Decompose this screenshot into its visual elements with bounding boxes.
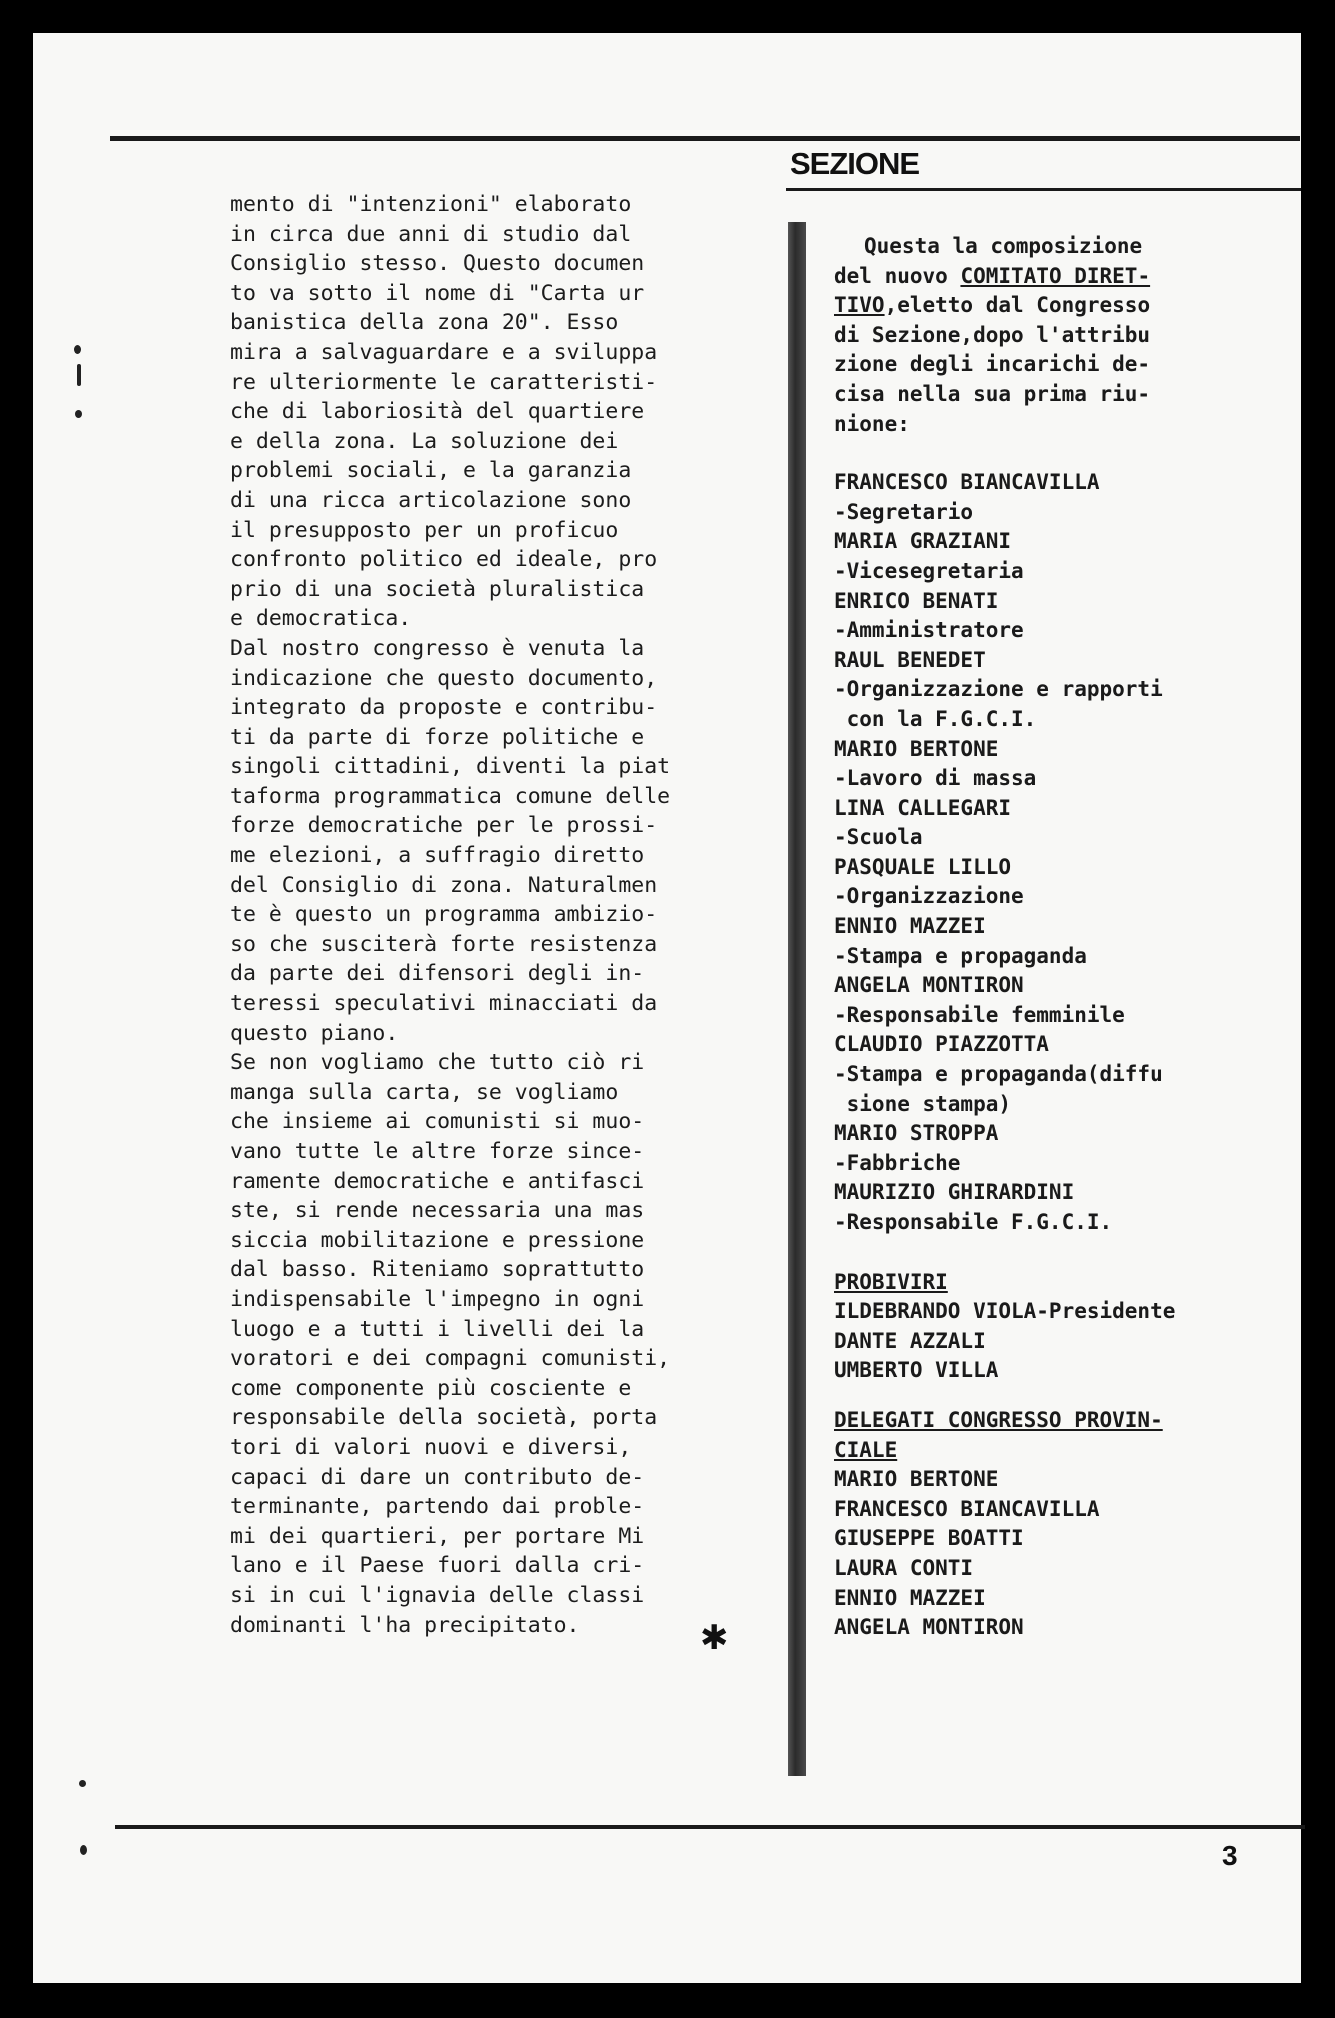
member-name: MAURIZIO GHIRARDINI xyxy=(834,1180,1075,1205)
delegate: GIUSEPPE BOATTI xyxy=(834,1526,1024,1551)
section-title: SEZIONE xyxy=(790,146,920,181)
intro-underlined: COMITATO DIRET- xyxy=(960,263,1151,288)
member-name: RAUL BENEDET xyxy=(834,647,986,672)
intro-fragment: ,eletto dal Congresso xyxy=(884,293,1151,318)
punch-mark xyxy=(80,1845,87,1855)
probiviri-member: DANTE AZZALI xyxy=(834,1328,986,1353)
delegate: ANGELA MONTIRON xyxy=(834,1615,1024,1640)
bottom-rule xyxy=(115,1825,1305,1829)
intro-line: zione degli incarichi de- xyxy=(834,352,1151,377)
paragraph-3: Se non vogliamo che tutto ciò ri manga sulla carta, se vogliamo che insieme ai comunisti si muo- vano tutte le altre forze since- ramente democratiche e antifasci ste, si rende necessaria una mas siccia mobilitazione e pressione dal basso. Riteniamo soprattutto indispensabile l'impegno in ogni luogo e a tutti i livelli dei la voratori e dei compagni comunisti, come componente più cosciente e responsabile della società, porta tori di valori nuovi e diversi, capaci di dare un contributo de- terminante, partendo dai proble- mi dei quartieri, per portare Mi lano e il Paese fuori dalla cri- si in cui l'ignavia delle classi dominanti l'ha precipitato. xyxy=(230,1050,671,1638)
member-role: -Segretario xyxy=(834,499,974,524)
member-name: ENRICO BENATI xyxy=(834,588,999,613)
intro-line: cisa nella sua prima riu- xyxy=(834,381,1151,406)
column-divider-bar xyxy=(788,222,806,1776)
intro-fragment: del nuovo xyxy=(834,263,961,288)
committee-list xyxy=(834,468,1304,1237)
punch-mark xyxy=(79,1780,86,1787)
member-role: -Stampa e propaganda xyxy=(834,943,1087,968)
paragraph-2: Dal nostro congresso è venuta la indicazione che questo documento, integrato da proposte e contribu- ti da parte di forze politiche e singoli cittadini, diventi la piat taforma programmatica comune delle forze democratiche per le prossi- me elezioni, a suffragio diretto del Consiglio di zona. Naturalmen te è questo un programma ambizio- so che susciterà forte resistenza da parte dei difensori degli in- teressi speculativi minacciati da questo piano. xyxy=(230,635,671,1046)
member-role: -Amministratore xyxy=(834,618,1024,643)
punch-mark xyxy=(75,410,82,418)
member-role: -Lavoro di massa xyxy=(834,766,1037,791)
probiviri-member: ILDEBRANDO VIOLA-Presidente xyxy=(834,1299,1176,1324)
intro-line: nione: xyxy=(834,411,910,436)
delegati-heading: DELEGATI CONGRESSO PROVIN- xyxy=(834,1407,1163,1432)
intro-text xyxy=(834,232,1304,439)
member-name: LINA CALLEGARI xyxy=(834,795,1012,820)
probiviri-list xyxy=(834,1268,1304,1386)
intro-line: di Sezione,dopo l'attribu xyxy=(834,322,1151,347)
member-role: -Vicesegretaria xyxy=(834,558,1024,583)
top-rule xyxy=(110,136,1300,141)
member-role: -Stampa e propaganda(diffu sione stampa) xyxy=(834,1062,1163,1116)
member-name: CLAUDIO PIAZZOTTA xyxy=(834,1032,1049,1057)
delegate: MARIO BERTONE xyxy=(834,1467,999,1492)
page-number: 3 xyxy=(1222,1840,1238,1871)
member-role: -Fabbriche xyxy=(834,1150,961,1175)
punch-mark xyxy=(74,345,81,354)
member-name: ANGELA MONTIRON xyxy=(834,973,1024,998)
section-underline xyxy=(786,188,1301,191)
probiviri-heading: PROBIVIRI xyxy=(834,1269,948,1294)
member-role: -Organizzazione xyxy=(834,884,1024,909)
member-name: PASQUALE LILLO xyxy=(834,854,1012,879)
intro-underlined: TIVO xyxy=(834,293,885,318)
delegati-list xyxy=(834,1406,1304,1643)
member-name: MARIA GRAZIANI xyxy=(834,529,1012,554)
delegate: FRANCESCO BIANCAVILLA xyxy=(834,1496,1100,1521)
punch-mark xyxy=(77,364,81,386)
member-role: -Scuola xyxy=(834,825,923,850)
delegati-heading: CIALE xyxy=(834,1437,898,1462)
delegate: LAURA CONTI xyxy=(834,1555,974,1580)
intro-line xyxy=(834,291,1304,321)
member-name: ENNIO MAZZEI xyxy=(834,914,986,939)
member-name: MARIO BERTONE xyxy=(834,736,999,761)
left-column xyxy=(230,190,750,1640)
delegate: ENNIO MAZZEI xyxy=(834,1585,986,1610)
right-column xyxy=(834,232,1304,1643)
paragraph-1: mento di "intenzioni" elaborato in circa due anni di studio dal Consiglio stesso. Questo documen to va sotto il nome di "Carta ur banistica della zona 20". Esso mira a salvaguardare e a sviluppa re ulteriormente le caratteristi- che di laboriosità del quartiere e della zona. La soluzione dei problemi sociali, e la garanzia di una ricca articolazione sono il presupposto per un proficuo confronto politico ed ideale, pro prio di una società pluralistica e democratica. xyxy=(230,192,658,632)
member-name: MARIO STROPPA xyxy=(834,1121,999,1146)
member-role: -Organizzazione e rapporti con la F.G.C.I. xyxy=(834,677,1163,731)
member-name: FRANCESCO BIANCAVILLA xyxy=(834,470,1100,495)
intro-line xyxy=(834,262,1304,292)
intro-line: Questa la composizione xyxy=(864,234,1143,258)
end-mark-star: ✱ xyxy=(700,1618,729,1658)
member-role: -Responsabile F.G.C.I. xyxy=(834,1210,1113,1234)
member-role: -Responsabile femminile xyxy=(834,1002,1125,1027)
probiviri-member: UMBERTO VILLA xyxy=(834,1358,999,1383)
